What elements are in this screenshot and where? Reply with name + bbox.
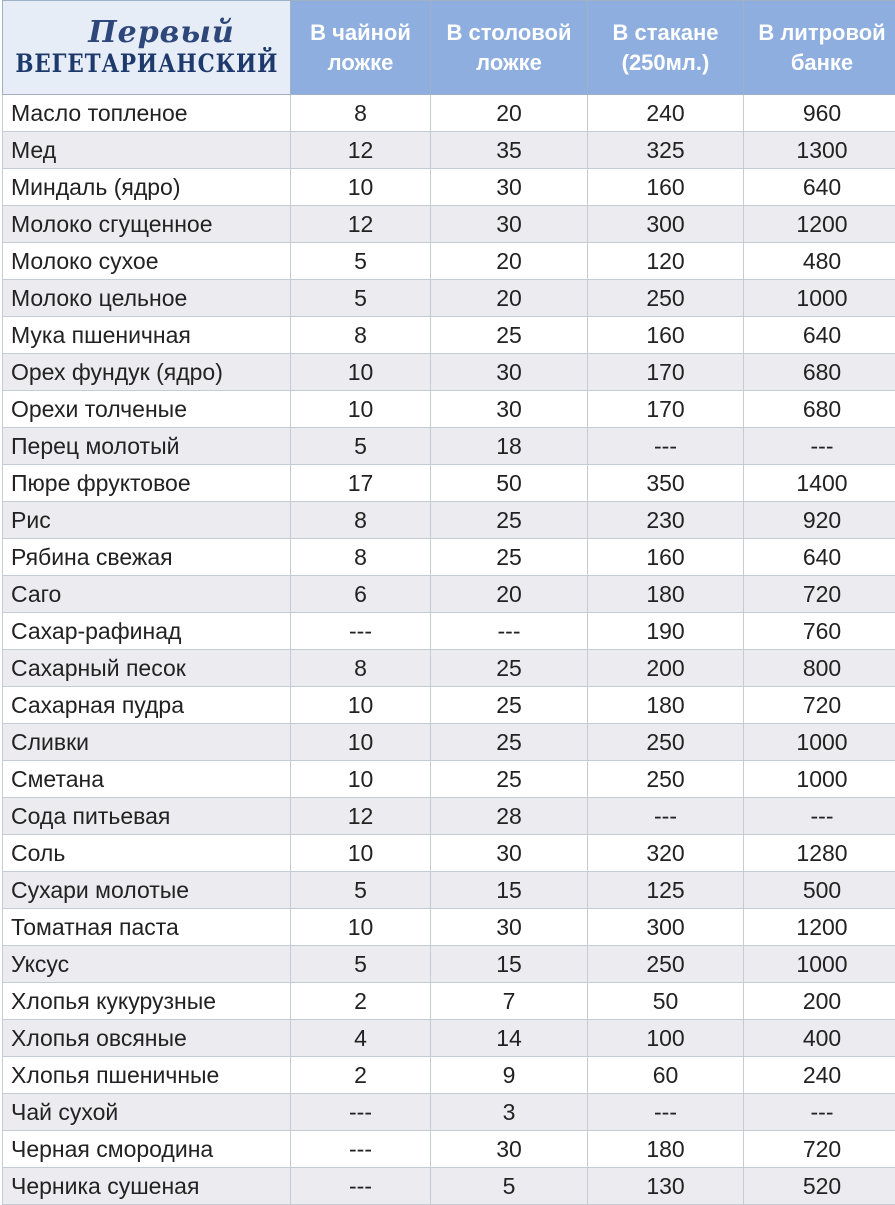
teaspoon-cell: 10: [291, 391, 431, 428]
liter-jar-cell: 720: [744, 1131, 895, 1168]
teaspoon-cell: 5: [291, 428, 431, 465]
table-row: [3, 465, 895, 502]
table-row: [3, 687, 895, 724]
table-row: [3, 1094, 895, 1131]
product-name-cell: Хлопья пшеничные: [3, 1057, 291, 1094]
liter-jar-cell: 400: [744, 1020, 895, 1057]
liter-jar-cell: 720: [744, 687, 895, 724]
product-name-cell: Хлопья кукурузные: [3, 983, 291, 1020]
header-glass: В стакане (250мл.): [588, 1, 744, 95]
glass-cell: 160: [588, 169, 744, 206]
table-row: [3, 835, 895, 872]
product-name-cell: Мед: [3, 132, 291, 169]
liter-jar-cell: 640: [744, 539, 895, 576]
teaspoon-cell: 8: [291, 95, 431, 132]
tablespoon-cell: 50: [431, 465, 588, 502]
teaspoon-cell: 10: [291, 687, 431, 724]
product-name-cell: Черная смородина: [3, 1131, 291, 1168]
brand-logo: [3, 1, 290, 94]
glass-cell: 160: [588, 317, 744, 354]
product-name-cell: Рис: [3, 502, 291, 539]
product-name-cell: Хлопья овсяные: [3, 1020, 291, 1057]
table-row: [3, 539, 895, 576]
teaspoon-cell: 10: [291, 835, 431, 872]
tablespoon-cell: 25: [431, 502, 588, 539]
table-row: [3, 1057, 895, 1094]
product-name-cell: Мука пшеничная: [3, 317, 291, 354]
liter-jar-cell: 1000: [744, 761, 895, 798]
teaspoon-cell: 6: [291, 576, 431, 613]
table-row: [3, 243, 895, 280]
glass-cell: 125: [588, 872, 744, 909]
logo-cell: [3, 1, 291, 95]
glass-cell: 120: [588, 243, 744, 280]
teaspoon-cell: 10: [291, 909, 431, 946]
header-tablespoon: В столовой ложке: [431, 1, 588, 95]
product-name-cell: Томатная паста: [3, 909, 291, 946]
liter-jar-cell: 960: [744, 95, 895, 132]
liter-jar-cell: 1300: [744, 132, 895, 169]
product-name-cell: Сухари молотые: [3, 872, 291, 909]
product-name-cell: Саго: [3, 576, 291, 613]
teaspoon-cell: ---: [291, 613, 431, 650]
table-row: [3, 502, 895, 539]
glass-cell: 170: [588, 391, 744, 428]
teaspoon-cell: 12: [291, 206, 431, 243]
table-row: [3, 1020, 895, 1057]
tablespoon-cell: 30: [431, 835, 588, 872]
teaspoon-cell: 12: [291, 132, 431, 169]
tablespoon-cell: 14: [431, 1020, 588, 1057]
liter-jar-cell: 520: [744, 1168, 895, 1205]
glass-cell: 100: [588, 1020, 744, 1057]
teaspoon-cell: 5: [291, 946, 431, 983]
teaspoon-cell: 8: [291, 539, 431, 576]
table-row: [3, 872, 895, 909]
glass-cell: 300: [588, 909, 744, 946]
table-row: [3, 132, 895, 169]
product-name-cell: Молоко сухое: [3, 243, 291, 280]
tablespoon-cell: 35: [431, 132, 588, 169]
measures-table: [2, 0, 895, 1205]
product-name-cell: Молоко цельное: [3, 280, 291, 317]
glass-cell: 250: [588, 724, 744, 761]
tablespoon-cell: 25: [431, 761, 588, 798]
glass-cell: ---: [588, 798, 744, 835]
product-name-cell: Соль: [3, 835, 291, 872]
glass-cell: 250: [588, 280, 744, 317]
glass-cell: 320: [588, 835, 744, 872]
tablespoon-cell: 5: [431, 1168, 588, 1205]
product-name-cell: Миндаль (ядро): [3, 169, 291, 206]
teaspoon-cell: 12: [291, 798, 431, 835]
table-row: [3, 280, 895, 317]
tablespoon-cell: 3: [431, 1094, 588, 1131]
tablespoon-cell: 30: [431, 206, 588, 243]
table-row: [3, 169, 895, 206]
glass-cell: 200: [588, 650, 744, 687]
teaspoon-cell: 2: [291, 983, 431, 1020]
liter-jar-cell: ---: [744, 428, 895, 465]
glass-cell: 300: [588, 206, 744, 243]
liter-jar-cell: ---: [744, 798, 895, 835]
teaspoon-cell: 10: [291, 724, 431, 761]
table-row: [3, 798, 895, 835]
table-row: [3, 206, 895, 243]
glass-cell: ---: [588, 1094, 744, 1131]
glass-cell: ---: [588, 428, 744, 465]
product-name-cell: Молоко сгущенное: [3, 206, 291, 243]
table-row: [3, 613, 895, 650]
liter-jar-cell: 500: [744, 872, 895, 909]
tablespoon-cell: 25: [431, 650, 588, 687]
product-name-cell: Сахар-рафинад: [3, 613, 291, 650]
glass-cell: 130: [588, 1168, 744, 1205]
teaspoon-cell: ---: [291, 1131, 431, 1168]
liter-jar-cell: 1000: [744, 724, 895, 761]
teaspoon-cell: 8: [291, 502, 431, 539]
liter-jar-cell: 720: [744, 576, 895, 613]
tablespoon-cell: 25: [431, 724, 588, 761]
liter-jar-cell: 1000: [744, 280, 895, 317]
teaspoon-cell: 10: [291, 761, 431, 798]
liter-jar-cell: 920: [744, 502, 895, 539]
table-row: [3, 1131, 895, 1168]
teaspoon-cell: 5: [291, 872, 431, 909]
glass-cell: 180: [588, 576, 744, 613]
liter-jar-cell: 800: [744, 650, 895, 687]
tablespoon-cell: 30: [431, 909, 588, 946]
liter-jar-cell: ---: [744, 1094, 895, 1131]
teaspoon-cell: 2: [291, 1057, 431, 1094]
tablespoon-cell: 20: [431, 95, 588, 132]
tablespoon-cell: 30: [431, 354, 588, 391]
tablespoon-cell: 30: [431, 169, 588, 206]
liter-jar-cell: 680: [744, 354, 895, 391]
product-name-cell: Пюре фруктовое: [3, 465, 291, 502]
tablespoon-cell: 20: [431, 280, 588, 317]
glass-cell: 180: [588, 1131, 744, 1168]
glass-cell: 180: [588, 687, 744, 724]
liter-jar-cell: 1280: [744, 835, 895, 872]
glass-cell: 50: [588, 983, 744, 1020]
header-teaspoon: В чайной ложке: [291, 1, 431, 95]
product-name-cell: Сахарный песок: [3, 650, 291, 687]
product-name-cell: Сливки: [3, 724, 291, 761]
liter-jar-cell: 640: [744, 169, 895, 206]
table-row: [3, 724, 895, 761]
liter-jar-cell: 1000: [744, 946, 895, 983]
teaspoon-cell: ---: [291, 1168, 431, 1205]
glass-cell: 230: [588, 502, 744, 539]
tablespoon-cell: 20: [431, 576, 588, 613]
liter-jar-cell: 1200: [744, 206, 895, 243]
liter-jar-cell: 1400: [744, 465, 895, 502]
tablespoon-cell: 25: [431, 687, 588, 724]
product-name-cell: Сметана: [3, 761, 291, 798]
product-name-cell: Сахарная пудра: [3, 687, 291, 724]
teaspoon-cell: 8: [291, 650, 431, 687]
header-liter-jar: В литровой банке: [744, 1, 895, 95]
glass-cell: 190: [588, 613, 744, 650]
product-name-cell: Сода питьевая: [3, 798, 291, 835]
table-row: [3, 761, 895, 798]
table-row: [3, 946, 895, 983]
table-row: [3, 1168, 895, 1205]
table-row: [3, 428, 895, 465]
product-name-cell: Уксус: [3, 946, 291, 983]
tablespoon-cell: 25: [431, 317, 588, 354]
tablespoon-cell: 25: [431, 539, 588, 576]
table-row: [3, 354, 895, 391]
liter-jar-cell: 1200: [744, 909, 895, 946]
tablespoon-cell: 30: [431, 391, 588, 428]
tablespoon-cell: 9: [431, 1057, 588, 1094]
product-name-cell: Рябина свежая: [3, 539, 291, 576]
tablespoon-cell: ---: [431, 613, 588, 650]
liter-jar-cell: 640: [744, 317, 895, 354]
header-row: [3, 1, 895, 95]
glass-cell: 170: [588, 354, 744, 391]
product-name-cell: Чай сухой: [3, 1094, 291, 1131]
glass-cell: 250: [588, 946, 744, 983]
glass-cell: 250: [588, 761, 744, 798]
logo-script-text: Первый: [88, 17, 234, 49]
product-name-cell: Орехи толченые: [3, 391, 291, 428]
tablespoon-cell: 7: [431, 983, 588, 1020]
tablespoon-cell: 20: [431, 243, 588, 280]
table-body: [3, 95, 895, 1205]
teaspoon-cell: 8: [291, 317, 431, 354]
logo-caps-text: ВЕГЕТАРИАНСКИЙ: [15, 49, 278, 79]
table-row: [3, 983, 895, 1020]
teaspoon-cell: 5: [291, 243, 431, 280]
liter-jar-cell: 760: [744, 613, 895, 650]
product-name-cell: Орех фундук (ядро): [3, 354, 291, 391]
teaspoon-cell: 17: [291, 465, 431, 502]
table-row: [3, 317, 895, 354]
tablespoon-cell: 30: [431, 1131, 588, 1168]
teaspoon-cell: 10: [291, 354, 431, 391]
table-row: [3, 95, 895, 132]
table-row: [3, 391, 895, 428]
glass-cell: 60: [588, 1057, 744, 1094]
teaspoon-cell: 5: [291, 280, 431, 317]
table-row: [3, 909, 895, 946]
teaspoon-cell: ---: [291, 1094, 431, 1131]
glass-cell: 240: [588, 95, 744, 132]
tablespoon-cell: 15: [431, 872, 588, 909]
glass-cell: 350: [588, 465, 744, 502]
table-row: [3, 650, 895, 687]
product-name-cell: Перец молотый: [3, 428, 291, 465]
product-name-cell: Масло топленое: [3, 95, 291, 132]
glass-cell: 160: [588, 539, 744, 576]
liter-jar-cell: 240: [744, 1057, 895, 1094]
product-name-cell: Черника сушеная: [3, 1168, 291, 1205]
teaspoon-cell: 4: [291, 1020, 431, 1057]
tablespoon-cell: 18: [431, 428, 588, 465]
liter-jar-cell: 200: [744, 983, 895, 1020]
glass-cell: 325: [588, 132, 744, 169]
liter-jar-cell: 480: [744, 243, 895, 280]
teaspoon-cell: 10: [291, 169, 431, 206]
table-row: [3, 576, 895, 613]
tablespoon-cell: 28: [431, 798, 588, 835]
tablespoon-cell: 15: [431, 946, 588, 983]
liter-jar-cell: 680: [744, 391, 895, 428]
